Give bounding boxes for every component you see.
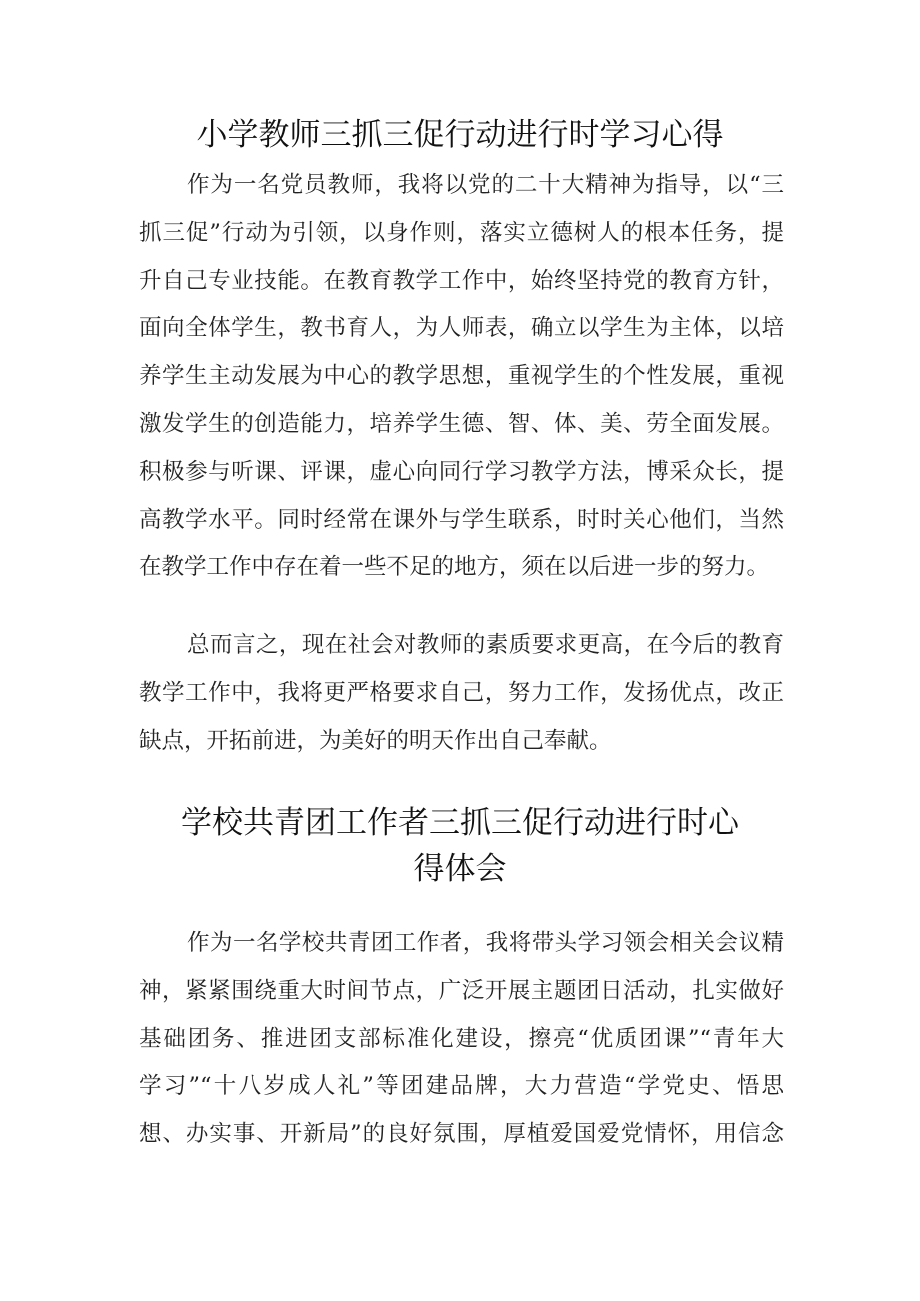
section-title-2-line-2: 得体会 bbox=[413, 851, 507, 887]
paragraph-line: 在教学工作中存在着一些不足的地方，须在以后进一步的努力。 bbox=[139, 554, 770, 581]
paragraph-line: 想、办实事、开新局”的良好氛围，厚植爱国爱党情怀，用信念 bbox=[139, 1121, 784, 1148]
section-1-paragraph-1 bbox=[139, 162, 784, 592]
paragraph-line: 神，紧紧围绕重大时间节点，广泛开展主题团日活动，扎实做好 bbox=[139, 977, 784, 1004]
paragraph-line: 抓三促”行动为引领，以身作则，落实立德树人的根本任务，提 bbox=[139, 219, 784, 246]
paragraph-line: 作为一名党员教师，我将以党的二十大精神为指导，以“三 bbox=[187, 172, 784, 198]
section-title-1: 小学教师三抓三促行动进行时学习心得 bbox=[196, 117, 724, 153]
section-title-2-line-1: 学校共青团工作者三抓三促行动进行时心 bbox=[181, 805, 739, 841]
section-1-paragraph-2 bbox=[139, 622, 784, 765]
paragraph-line: 总而言之，现在社会对教师的素质要求更高，在今后的教育 bbox=[187, 632, 784, 658]
paragraph-line: 学习”“十八岁成人礼”等团建品牌，大力营造“学党史、悟思 bbox=[139, 1073, 784, 1100]
paragraph-line: 升自己专业技能。在教育教学工作中，始终坚持党的教育方针， bbox=[139, 267, 784, 294]
paragraph-line: 激发学生的创造能力，培养学生德、智、体、美、劳全面发展。 bbox=[139, 410, 784, 437]
paragraph-line: 面向全体学生，教书育人，为人师表，确立以学生为主体，以培 bbox=[139, 315, 784, 342]
paragraph-line: 作为一名学校共青团工作者，我将带头学习领会相关会议精 bbox=[187, 930, 784, 956]
section-2-paragraph-1 bbox=[139, 920, 784, 1159]
paragraph-line: 养学生主动发展为中心的教学思想，重视学生的个性发展，重视 bbox=[139, 363, 784, 390]
paragraph-line: 高教学水平。同时经常在课外与学生联系，时时关心他们，当然 bbox=[139, 506, 784, 533]
paragraph-line: 积极参与听课、评课，虚心向同行学习教学方法，博采众长，提 bbox=[139, 458, 784, 485]
paragraph-line: 基础团务、推进团支部标准化建设，擦亮“优质团课”“青年大 bbox=[139, 1025, 784, 1052]
paragraph-line: 教学工作中，我将更严格要求自己，努力工作，发扬优点，改正 bbox=[139, 679, 784, 706]
paragraph-line: 缺点，开拓前进，为美好的明天作出自己奉献。 bbox=[139, 727, 612, 754]
section-title-2 bbox=[0, 800, 920, 892]
